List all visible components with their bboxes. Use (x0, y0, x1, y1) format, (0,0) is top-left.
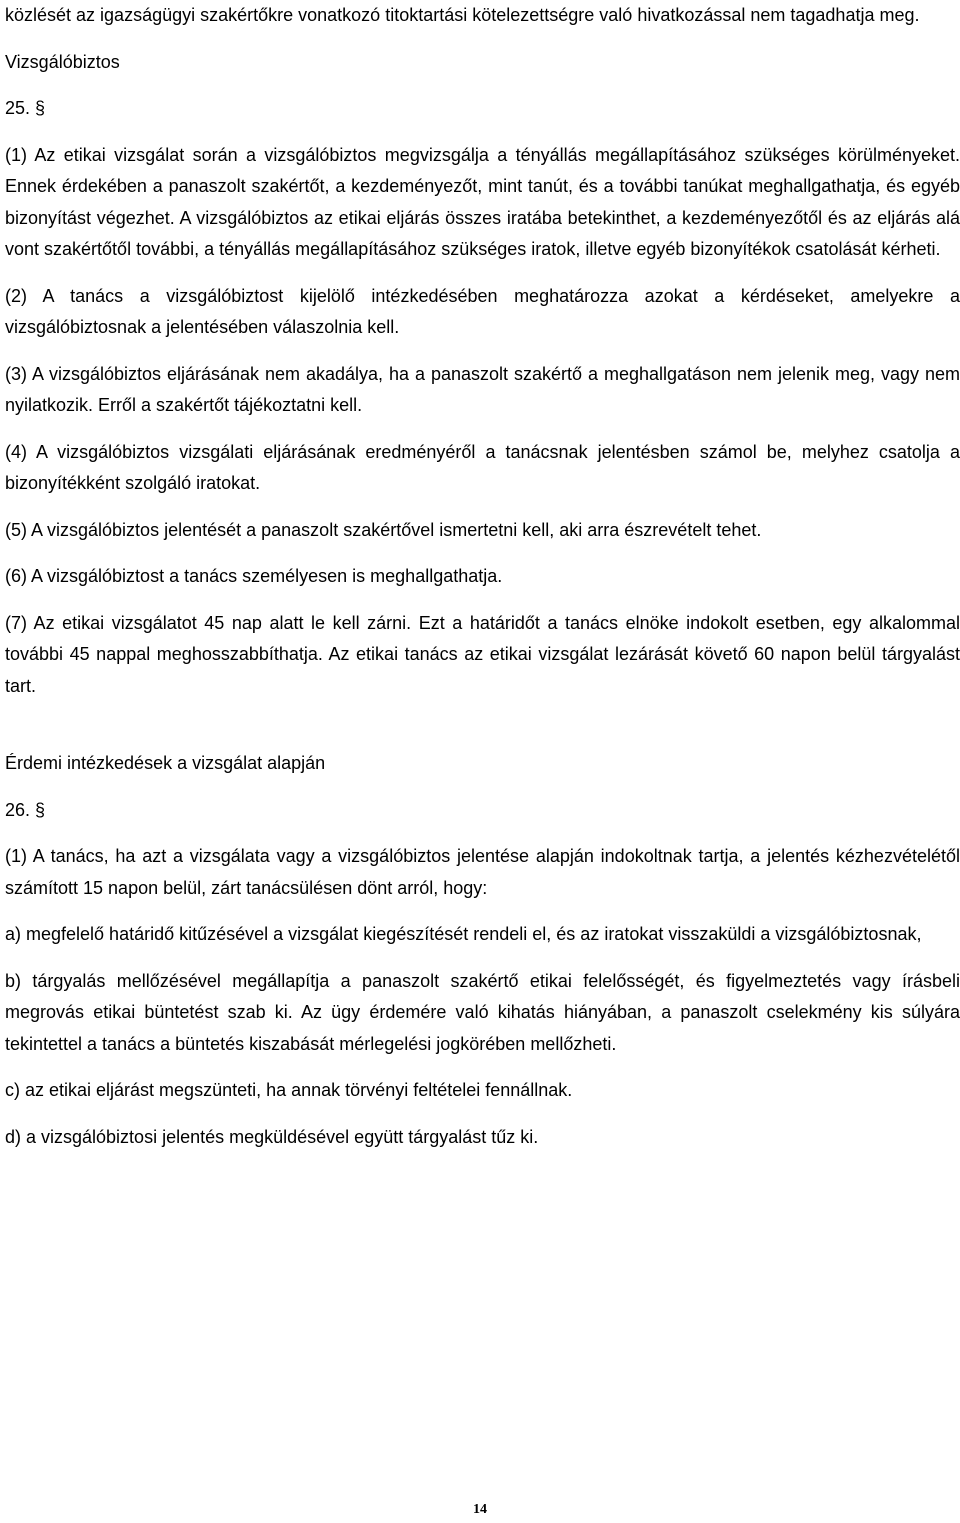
paragraph-25-5: (5) A vizsgálóbiztos jelentését a panaszolt szakértővel ismertetni kell, aki arra észrevételt tehet. (5, 519, 762, 540)
paragraph-25-2: (2) A tanács a vizsgálóbiztost kijelölő intézkedésében meghatározza azokat a kérdéseket, amelyekre a vizsgálóbiztosnak a jelentésében válaszolnia kell. (5, 285, 960, 337)
paragraph-25-7: (7) Az etikai vizsgálatot 45 nap alatt le kell zárni. Ezt a határidőt a tanács elnöke indokolt esetben, egy alkalommal további 45 nappal meghosszabbíthatja. Az etikai tanács az etikai vizsgálat lezárását követő 60 napon belül tárgyalást tart. (5, 612, 960, 696)
page-number: 14 (473, 1502, 487, 1517)
paragraph-26-1: (1) A tanács, ha azt a vizsgálata vagy a vizsgálóbiztos jelentése alapján indokoltnak tartja, a jelentés kézhezvételétől számított 15 napon belül, zárt tanácsülésen dönt arról, hogy: (5, 846, 960, 898)
section-heading-vizsgalobiztos: Vizsgálóbiztos (5, 51, 120, 72)
list-item-c: c) az etikai eljárást megszünteti, ha annak törvényi feltételei fennállnak. (5, 1080, 573, 1100)
paragraph-25-6: (6) A vizsgálóbiztost a tanács személyesen is meghallgathatja. (5, 566, 503, 586)
paragraph-25-1: (1) Az etikai vizsgálat során a vizsgálóbiztos megvizsgálja a tényállás megállapításához szükséges körülményeket. Ennek érdekében a panaszolt szakértőt, a kezdeményezőt, mint tanút, és a további tanúkat meghallgathatja, és egyéb bizonyítást végezhet. A vizsgálóbiztos az etikai eljárás összes iratába betekinthet, a kezdeményezőtől és az eljárás alá vont szakértőtől további, a tényállás megállapításához szükséges iratok, illetve egyéb bizonyítékok csatolását kérheti. (5, 144, 960, 259)
section-heading-erdemi-intezkedesek: Érdemi intézkedések a vizsgálat alapján (5, 753, 326, 773)
section-number-25: 25. § (5, 98, 46, 118)
list-item-a: a) megfelelő határidő kitűzésével a vizsgálat kiegészítését rendeli el, és az iratokat visszaküldi a vizsgálóbiztosnak, (5, 924, 922, 944)
list-item-b: b) tárgyalás mellőzésével megállapítja a panaszolt szakértő etikai felelősségét, és figyelmeztetés vagy írásbeli megrovás etikai büntetést szab ki. Az ügy érdemére való kihatás hiányában, a panaszolt cselekmény kis súlyára tekintettel a tanács a büntetés kiszabását mérlegelési jogkörében mellőzheti. (5, 970, 960, 1054)
section-number-26: 26. § (5, 799, 46, 820)
paragraph-25-4: (4) A vizsgálóbiztos vizsgálati eljárásának eredményéről a tanácsnak jelentésben számol be, melyhez csatolja a bizonyítékként szolgáló iratokat. (5, 441, 960, 493)
continuation-paragraph: közlését az igazságügyi szakértőkre vonatkozó titoktartási kötelezettségre való hivatkozással nem tagadhatja meg. (5, 5, 920, 25)
list-item-d: d) a vizsgálóbiztosi jelentés megküldésével együtt tárgyalást tűz ki. (5, 1126, 539, 1147)
document-page (5, 0, 960, 1523)
paragraph-25-3: (3) A vizsgálóbiztos eljárásának nem akadálya, ha a panaszolt szakértő a meghallgatáson nem jelenik meg, vagy nem nyilatkozik. Erről a szakértőt tájékoztatni kell. (5, 363, 960, 415)
